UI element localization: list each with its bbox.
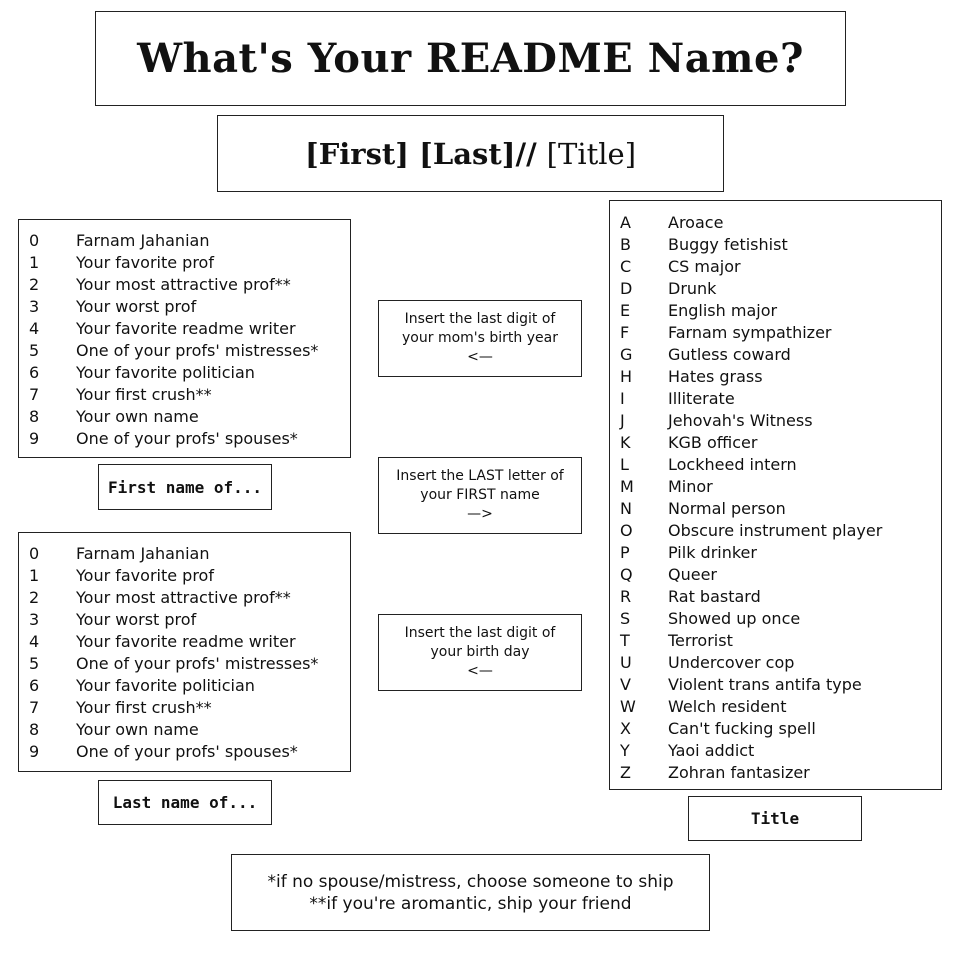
list-item bbox=[29, 653, 350, 675]
item-key: 1 bbox=[29, 566, 40, 585]
item-key: 7 bbox=[29, 698, 40, 717]
item-key: 0 bbox=[29, 544, 40, 563]
item-key: 0 bbox=[29, 231, 40, 250]
title-list bbox=[609, 200, 942, 790]
last-name-list bbox=[18, 532, 351, 772]
list-item bbox=[29, 565, 350, 587]
last-name-label: Last name of... bbox=[112, 793, 258, 812]
item-text: Hates grass bbox=[668, 367, 763, 386]
item-text: Your first crush** bbox=[76, 385, 212, 404]
list-item bbox=[620, 278, 941, 300]
list-item bbox=[29, 230, 350, 252]
item-key: 5 bbox=[29, 654, 40, 673]
item-key: J bbox=[620, 411, 625, 430]
item-key: 2 bbox=[29, 588, 40, 607]
list-item bbox=[620, 366, 941, 388]
item-key: R bbox=[620, 587, 632, 606]
item-text: Drunk bbox=[668, 279, 717, 298]
list-item bbox=[620, 542, 941, 564]
item-text: Undercover cop bbox=[668, 653, 795, 672]
item-key: N bbox=[620, 499, 632, 518]
item-key: 8 bbox=[29, 407, 40, 426]
arrow-left-icon: <— bbox=[467, 663, 493, 679]
list-item bbox=[620, 762, 941, 784]
item-key: C bbox=[620, 257, 632, 276]
list-item bbox=[620, 608, 941, 630]
item-text: Your favorite readme writer bbox=[76, 632, 296, 651]
item-key: 4 bbox=[29, 319, 40, 338]
list-item bbox=[620, 520, 941, 542]
item-key: 2 bbox=[29, 275, 40, 294]
item-text: English major bbox=[668, 301, 778, 320]
item-text: Zohran fantasizer bbox=[668, 763, 810, 782]
item-text: Your favorite prof bbox=[76, 566, 214, 585]
instruction-line: Insert the last digit of bbox=[404, 625, 556, 641]
item-text: Your own name bbox=[76, 407, 199, 426]
list-item bbox=[29, 362, 350, 384]
item-text: Farnam Jahanian bbox=[76, 231, 210, 250]
list-item bbox=[620, 212, 941, 234]
item-key: I bbox=[620, 389, 625, 408]
item-key: Q bbox=[620, 565, 633, 584]
item-key: X bbox=[620, 719, 631, 738]
item-text: Your favorite readme writer bbox=[76, 319, 296, 338]
item-text: Farnam sympathizer bbox=[668, 323, 832, 342]
item-key: P bbox=[620, 543, 630, 562]
item-key: H bbox=[620, 367, 633, 386]
item-text: Farnam Jahanian bbox=[76, 544, 210, 563]
formula-title: [Title] bbox=[546, 136, 637, 171]
page-title: What's Your README Name? bbox=[137, 35, 804, 82]
item-text: Minor bbox=[668, 477, 713, 496]
formula-first-last: [First] [Last]// bbox=[304, 136, 537, 171]
list-item bbox=[620, 388, 941, 410]
list-item bbox=[620, 696, 941, 718]
item-text: Your first crush** bbox=[76, 698, 212, 717]
item-text: Gutless coward bbox=[668, 345, 791, 364]
item-text: CS major bbox=[668, 257, 741, 276]
last-name-label-box bbox=[98, 780, 272, 825]
first-name-list bbox=[18, 219, 351, 458]
list-item bbox=[620, 256, 941, 278]
list-item bbox=[29, 697, 350, 719]
item-text: Violent trans antifa type bbox=[668, 675, 862, 694]
list-item bbox=[29, 741, 350, 763]
list-item bbox=[620, 718, 941, 740]
item-key: B bbox=[620, 235, 631, 254]
list-item bbox=[620, 586, 941, 608]
item-key: 7 bbox=[29, 385, 40, 404]
item-key: 9 bbox=[29, 429, 40, 448]
item-key: T bbox=[620, 631, 630, 650]
footnote-box bbox=[231, 854, 710, 931]
item-key: A bbox=[620, 213, 631, 232]
item-text: Lockheed intern bbox=[668, 455, 797, 474]
item-text: Your worst prof bbox=[76, 297, 197, 316]
list-item bbox=[29, 340, 350, 362]
item-text: Can't fucking spell bbox=[668, 719, 816, 738]
item-text: Your worst prof bbox=[76, 610, 197, 629]
instruction-line: your birth day bbox=[430, 644, 530, 660]
item-text: Yaoi addict bbox=[668, 741, 755, 760]
instruction-line: Insert the last digit of bbox=[404, 311, 556, 327]
first-name-label: First name of... bbox=[107, 477, 263, 497]
item-text: Normal person bbox=[668, 499, 786, 518]
item-text: Showed up once bbox=[668, 609, 801, 628]
item-key: L bbox=[620, 455, 629, 474]
item-text: Buggy fetishist bbox=[668, 235, 788, 254]
item-key: 8 bbox=[29, 720, 40, 739]
first-name-instruction bbox=[378, 300, 582, 377]
list-item bbox=[29, 428, 350, 450]
item-key: K bbox=[620, 433, 631, 452]
list-item bbox=[620, 740, 941, 762]
list-item bbox=[620, 432, 941, 454]
item-text: Aroace bbox=[668, 213, 724, 232]
footnote-line: *if no spouse/mistress, choose someone to ship bbox=[267, 871, 674, 892]
item-key: 3 bbox=[29, 610, 40, 629]
item-text: Your favorite politician bbox=[76, 363, 255, 382]
item-key: 4 bbox=[29, 632, 40, 651]
item-text: Terrorist bbox=[668, 631, 733, 650]
list-item bbox=[620, 630, 941, 652]
arrow-left-icon: <— bbox=[467, 349, 493, 365]
item-key: E bbox=[620, 301, 631, 320]
list-item bbox=[620, 410, 941, 432]
last-name-instruction bbox=[378, 614, 582, 691]
list-item bbox=[620, 476, 941, 498]
title-label-box bbox=[688, 796, 862, 841]
list-item bbox=[29, 252, 350, 274]
list-item bbox=[29, 384, 350, 406]
item-text: Pilk drinker bbox=[668, 543, 757, 562]
item-key: Z bbox=[620, 763, 631, 782]
item-key: O bbox=[620, 521, 633, 540]
item-key: 6 bbox=[29, 676, 40, 695]
list-item bbox=[620, 234, 941, 256]
item-key: M bbox=[620, 477, 634, 496]
list-item bbox=[620, 454, 941, 476]
instruction-line: your mom's birth year bbox=[402, 330, 558, 346]
first-name-label-box bbox=[98, 464, 272, 510]
item-key: 9 bbox=[29, 742, 40, 761]
item-text: Illiterate bbox=[668, 389, 735, 408]
item-key: 5 bbox=[29, 341, 40, 360]
list-item bbox=[29, 719, 350, 741]
list-item bbox=[620, 652, 941, 674]
list-item bbox=[29, 587, 350, 609]
list-item bbox=[29, 296, 350, 318]
page-title-box bbox=[95, 11, 846, 106]
item-text: Your favorite politician bbox=[76, 676, 255, 695]
item-key: D bbox=[620, 279, 633, 298]
name-formula bbox=[217, 115, 724, 192]
list-item bbox=[620, 300, 941, 322]
item-text: One of your profs' spouses* bbox=[76, 429, 298, 448]
list-item bbox=[620, 674, 941, 696]
footnote-line: **if you're aromantic, ship your friend bbox=[309, 893, 632, 914]
item-text: One of your profs' mistresses* bbox=[76, 654, 319, 673]
item-text: Queer bbox=[668, 565, 717, 584]
item-text: Your most attractive prof** bbox=[76, 275, 291, 294]
item-key: 6 bbox=[29, 363, 40, 382]
list-item bbox=[29, 274, 350, 296]
item-key: U bbox=[620, 653, 632, 672]
list-item bbox=[620, 498, 941, 520]
item-text: One of your profs' mistresses* bbox=[76, 341, 319, 360]
item-text: KGB officer bbox=[668, 433, 758, 452]
item-text: Your own name bbox=[76, 720, 199, 739]
title-instruction bbox=[378, 457, 582, 534]
list-item bbox=[29, 675, 350, 697]
title-label: Title bbox=[750, 809, 800, 828]
item-text: Your favorite prof bbox=[76, 253, 214, 272]
item-key: W bbox=[620, 697, 636, 716]
list-item bbox=[29, 543, 350, 565]
list-item bbox=[620, 564, 941, 586]
item-text: One of your profs' spouses* bbox=[76, 742, 298, 761]
item-key: S bbox=[620, 609, 631, 628]
item-key: 3 bbox=[29, 297, 40, 316]
item-key: F bbox=[620, 323, 630, 342]
instruction-line: your FIRST name bbox=[420, 487, 540, 503]
item-text: Obscure instrument player bbox=[668, 521, 883, 540]
list-item bbox=[29, 318, 350, 340]
list-item bbox=[29, 609, 350, 631]
item-key: V bbox=[620, 675, 631, 694]
arrow-right-icon: —> bbox=[467, 506, 493, 522]
item-text: Welch resident bbox=[668, 697, 787, 716]
item-text: Your most attractive prof** bbox=[76, 588, 291, 607]
item-key: G bbox=[620, 345, 633, 364]
list-item bbox=[620, 344, 941, 366]
instruction-line: Insert the LAST letter of bbox=[396, 468, 564, 484]
item-key: Y bbox=[620, 741, 630, 760]
list-item bbox=[29, 631, 350, 653]
item-text: Rat bastard bbox=[668, 587, 761, 606]
list-item bbox=[29, 406, 350, 428]
item-key: 1 bbox=[29, 253, 40, 272]
list-item bbox=[620, 322, 941, 344]
item-text: Jehovah's Witness bbox=[668, 411, 813, 430]
